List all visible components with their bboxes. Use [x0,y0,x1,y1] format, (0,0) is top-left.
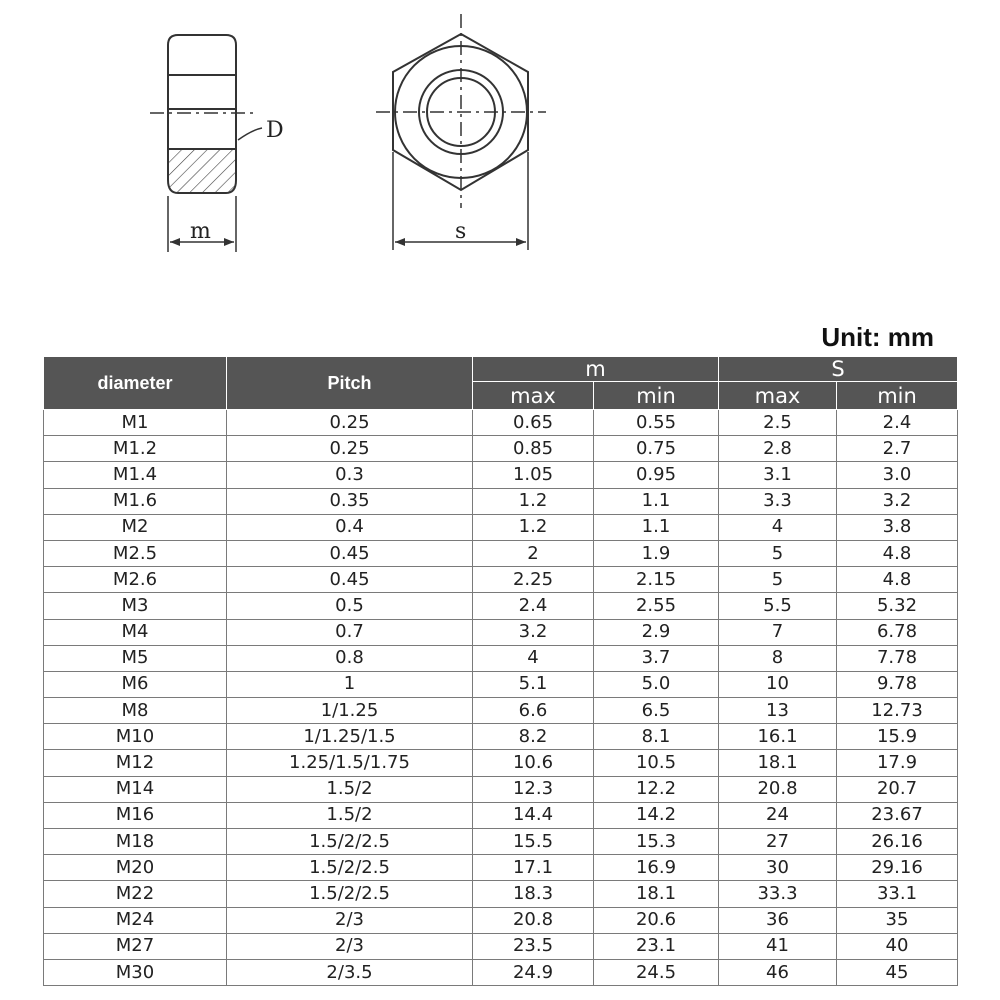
cell-s-min: 3.0 [837,462,958,488]
table-row [44,881,958,907]
cell-m-max: 1.2 [473,514,594,540]
cell-m-min: 8.1 [594,724,719,750]
cell-m-max: 1.2 [473,488,594,514]
cell-m-max: 6.6 [473,698,594,724]
cell-m-min: 16.9 [594,855,719,881]
cell-s-min: 12.73 [837,698,958,724]
cell-s-max: 5 [719,540,837,566]
cell-s-max: 16.1 [719,724,837,750]
table-row [44,462,958,488]
cell-m-min: 12.2 [594,776,719,802]
cell-s-min: 6.78 [837,619,958,645]
cell-m-max: 20.8 [473,907,594,933]
table-row [44,802,958,828]
cell-s-max: 27 [719,829,837,855]
cell-m-min: 2.9 [594,619,719,645]
cell-m-max: 5.1 [473,671,594,697]
cell-s-max: 30 [719,855,837,881]
drawing-label-m: m [190,219,211,244]
cell-diameter: M22 [44,881,227,907]
hex-nut-size-table [43,356,958,986]
cell-m-min: 18.1 [594,881,719,907]
cell-s-max: 36 [719,907,837,933]
cell-s-min: 29.16 [837,855,958,881]
cell-m-min: 24.5 [594,959,719,985]
cell-pitch: 0.45 [227,540,473,566]
table-row [44,907,958,933]
cell-m-min: 10.5 [594,750,719,776]
cell-s-max: 20.8 [719,776,837,802]
drawing-label-s: s [455,219,467,244]
cell-m-min: 2.55 [594,593,719,619]
cell-m-min: 23.1 [594,933,719,959]
cell-diameter: M4 [44,619,227,645]
header-s-max: max [719,382,837,410]
header-m-max: max [473,382,594,410]
table-row [44,540,958,566]
cell-m-min: 5.0 [594,671,719,697]
cell-pitch: 0.7 [227,619,473,645]
cell-diameter: M16 [44,802,227,828]
cell-s-min: 33.1 [837,881,958,907]
cell-pitch: 1/1.25/1.5 [227,724,473,750]
cell-diameter: M1.2 [44,436,227,462]
cell-s-min: 35 [837,907,958,933]
table-row [44,410,958,436]
cell-s-min: 7.78 [837,645,958,671]
cell-pitch: 0.25 [227,410,473,436]
table-row [44,645,958,671]
cell-s-max: 2.8 [719,436,837,462]
cell-pitch: 0.45 [227,567,473,593]
cell-s-min: 3.8 [837,514,958,540]
table-header-row [44,357,958,382]
cell-m-max: 0.65 [473,410,594,436]
table-row [44,567,958,593]
cell-s-max: 2.5 [719,410,837,436]
cell-s-max: 5 [719,567,837,593]
cell-s-max: 3.3 [719,488,837,514]
cell-diameter: M2.5 [44,540,227,566]
table-row [44,514,958,540]
cell-pitch: 0.35 [227,488,473,514]
cell-m-max: 1.05 [473,462,594,488]
table-row [44,724,958,750]
cell-m-max: 4 [473,645,594,671]
cell-s-max: 46 [719,959,837,985]
cell-pitch: 1.5/2/2.5 [227,881,473,907]
cell-pitch: 1.5/2/2.5 [227,829,473,855]
cell-m-max: 12.3 [473,776,594,802]
cell-diameter: M5 [44,645,227,671]
cell-pitch: 1.25/1.5/1.75 [227,750,473,776]
cell-m-max: 0.85 [473,436,594,462]
header-s-group: S [719,357,958,382]
table-row [44,619,958,645]
cell-s-min: 26.16 [837,829,958,855]
nut-front-view [376,14,546,250]
cell-m-min: 20.6 [594,907,719,933]
cell-s-min: 23.67 [837,802,958,828]
cell-m-min: 0.75 [594,436,719,462]
cell-m-max: 24.9 [473,959,594,985]
cell-diameter: M24 [44,907,227,933]
cell-diameter: M2 [44,514,227,540]
cell-m-min: 0.55 [594,410,719,436]
header-s-min: min [837,382,958,410]
table-row [44,829,958,855]
cell-s-max: 33.3 [719,881,837,907]
header-m-group: m [473,357,719,382]
cell-s-max: 4 [719,514,837,540]
cell-s-max: 13 [719,698,837,724]
cell-pitch: 0.8 [227,645,473,671]
cell-pitch: 0.3 [227,462,473,488]
cell-pitch: 0.25 [227,436,473,462]
cell-s-max: 7 [719,619,837,645]
cell-s-min: 2.7 [837,436,958,462]
cell-s-min: 15.9 [837,724,958,750]
cell-s-min: 4.8 [837,540,958,566]
cell-s-max: 24 [719,802,837,828]
cell-pitch: 0.5 [227,593,473,619]
cell-diameter: M1.6 [44,488,227,514]
cell-pitch: 0.4 [227,514,473,540]
cell-m-max: 8.2 [473,724,594,750]
table-row [44,671,958,697]
table-row [44,933,958,959]
cell-s-max: 3.1 [719,462,837,488]
cell-s-max: 5.5 [719,593,837,619]
cell-pitch: 1.5/2 [227,802,473,828]
cell-m-max: 18.3 [473,881,594,907]
cell-s-min: 17.9 [837,750,958,776]
cell-diameter: M6 [44,671,227,697]
cell-m-max: 2 [473,540,594,566]
cell-pitch: 2/3 [227,933,473,959]
cell-pitch: 1/1.25 [227,698,473,724]
cell-m-min: 0.95 [594,462,719,488]
table-row [44,488,958,514]
cell-diameter: M12 [44,750,227,776]
drawing-label-d: D [266,118,284,143]
cell-diameter: M30 [44,959,227,985]
cell-m-min: 3.7 [594,645,719,671]
cell-diameter: M1 [44,410,227,436]
cell-diameter: M3 [44,593,227,619]
cell-m-max: 2.4 [473,593,594,619]
cell-s-min: 20.7 [837,776,958,802]
cell-m-min: 1.1 [594,488,719,514]
cell-s-min: 2.4 [837,410,958,436]
cell-m-min: 1.9 [594,540,719,566]
cell-pitch: 1.5/2/2.5 [227,855,473,881]
cell-s-max: 8 [719,645,837,671]
cell-m-max: 14.4 [473,802,594,828]
cell-m-min: 14.2 [594,802,719,828]
cell-s-min: 40 [837,933,958,959]
header-diameter: diameter [44,357,227,410]
cell-pitch: 2/3.5 [227,959,473,985]
cell-m-max: 3.2 [473,619,594,645]
table-row [44,436,958,462]
cell-s-min: 45 [837,959,958,985]
cell-pitch: 2/3 [227,907,473,933]
cell-m-max: 2.25 [473,567,594,593]
cell-diameter: M2.6 [44,567,227,593]
header-pitch: Pitch [227,357,473,410]
cell-diameter: M14 [44,776,227,802]
cell-s-min: 4.8 [837,567,958,593]
cell-diameter: M18 [44,829,227,855]
header-m-min: min [594,382,719,410]
table-row [44,593,958,619]
cell-m-max: 17.1 [473,855,594,881]
cell-s-max: 41 [719,933,837,959]
cell-s-min: 3.2 [837,488,958,514]
table-row [44,698,958,724]
table-row [44,776,958,802]
cell-s-min: 9.78 [837,671,958,697]
cell-diameter: M10 [44,724,227,750]
cell-m-min: 6.5 [594,698,719,724]
table-row [44,750,958,776]
cell-m-min: 15.3 [594,829,719,855]
hex-nut-technical-drawing [0,0,1000,300]
cell-diameter: M1.4 [44,462,227,488]
cell-pitch: 1.5/2 [227,776,473,802]
cell-s-max: 10 [719,671,837,697]
cell-diameter: M8 [44,698,227,724]
cell-m-max: 15.5 [473,829,594,855]
cell-m-max: 23.5 [473,933,594,959]
cell-pitch: 1 [227,671,473,697]
cell-diameter: M20 [44,855,227,881]
cell-m-max: 10.6 [473,750,594,776]
cell-m-min: 2.15 [594,567,719,593]
unit-label: Unit: mm [821,322,934,352]
cell-s-min: 5.32 [837,593,958,619]
cell-diameter: M27 [44,933,227,959]
table-row [44,959,958,985]
cell-s-max: 18.1 [719,750,837,776]
table-body [44,410,958,986]
table-row [44,855,958,881]
cell-m-min: 1.1 [594,514,719,540]
